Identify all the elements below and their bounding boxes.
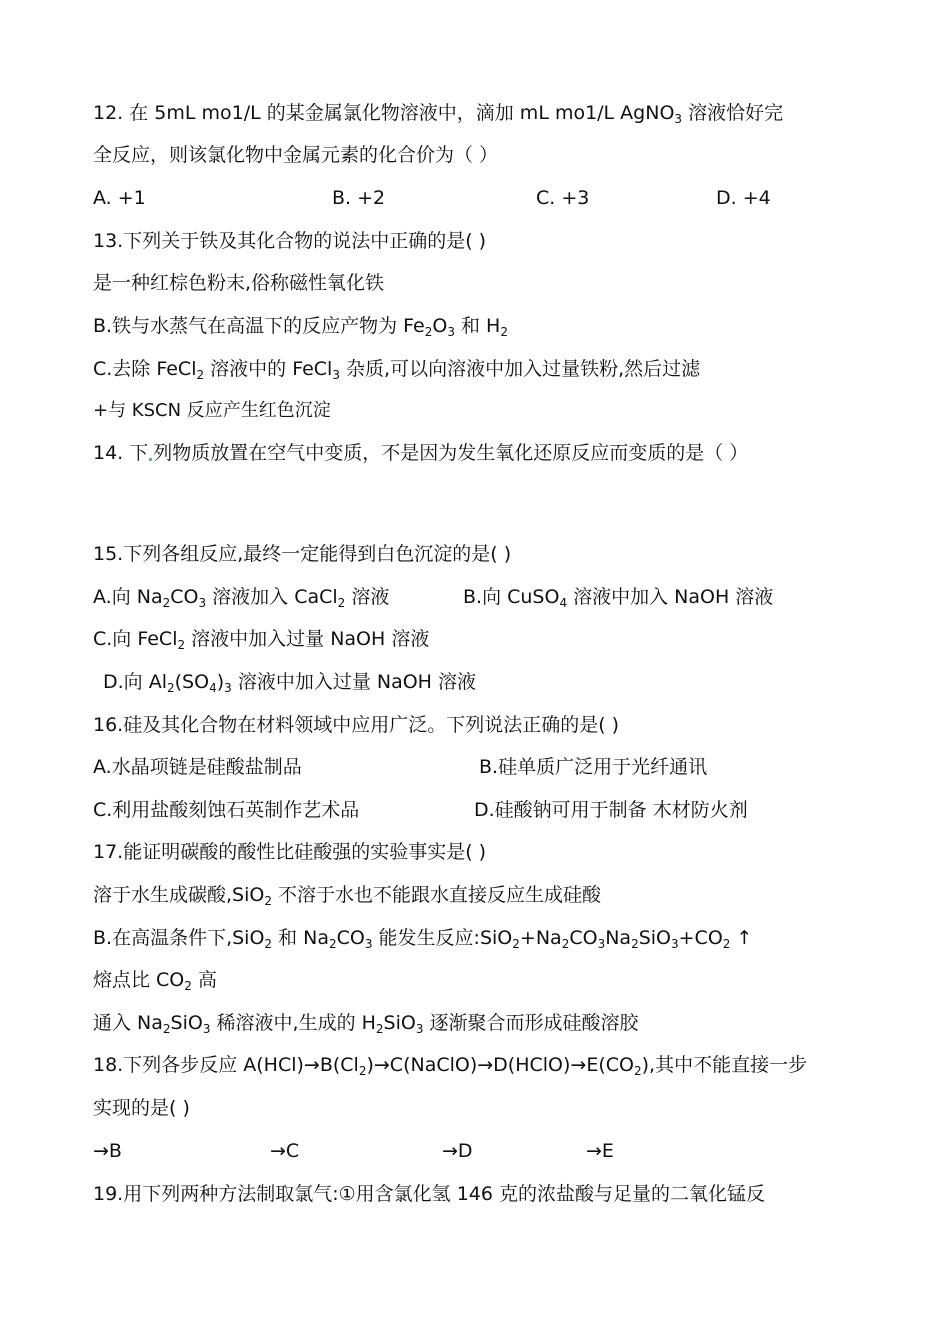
q12-text-a: 12. 在 5mL mo1/L 的某金属氯化物溶液中，滴加 mL mo1/L AgNO: [93, 102, 675, 124]
text-segment: 溶于水生成碳酸,SiO: [93, 884, 265, 906]
q17-option-b: [93, 925, 752, 951]
q15-stem: 15.下列各组反应,最终一定能得到白色沉淀的是( ): [93, 543, 512, 565]
subscript: 2: [512, 937, 520, 951]
text-segment: O: [432, 315, 448, 337]
text-segment: 溶液加入 CaCl: [206, 586, 338, 608]
text-segment: 14. 下: [93, 442, 149, 464]
text-segment: 逐渐聚合而形成硅酸溶胶: [423, 1012, 639, 1034]
text-segment: ): [216, 671, 225, 693]
text-segment: 溶液中的 FeCl: [204, 358, 333, 380]
q16-option-d: D.硅酸钠可用于制备 木材防火剂: [474, 799, 748, 821]
text-segment: B.向 CuSO: [463, 586, 560, 608]
subscript: 3: [415, 1022, 424, 1036]
q15-option-a: [93, 584, 389, 610]
subscript: 2: [633, 1064, 642, 1078]
subscript: 2: [167, 681, 175, 695]
subscript: 2: [162, 1022, 171, 1036]
q12-line1: [93, 100, 783, 126]
q12-option-c: C. +3: [536, 187, 590, 209]
subscript: 2: [375, 1022, 384, 1036]
q15-option-b: [463, 584, 773, 610]
q12-option-a: A. +1: [93, 187, 146, 209]
text-segment: Na: [605, 927, 632, 949]
q13-option-b: [93, 313, 508, 339]
q14-stem: [93, 440, 748, 466]
q13-option-c: [93, 356, 700, 382]
q13-option-d: +与 KSCN 反应产生红色沉淀: [93, 400, 331, 421]
text-segment: 列物质放置在空气中变质，不是因为发生氧化还原反应而变质的是（ ）: [153, 442, 749, 464]
text-segment: 和 Na: [272, 927, 329, 949]
q15-option-c: [93, 626, 429, 652]
subscript: 2: [500, 325, 508, 339]
text-segment: 能发生反应:SiO: [372, 927, 513, 949]
q16-option-c: C.利用盐酸刻蚀石英制作艺术品: [93, 799, 360, 821]
text-segment: 溶液中加入过量 NaOH 溶液: [185, 628, 430, 650]
text-segment: B.铁与水蒸气在高温下的反应产物为 Fe: [93, 315, 425, 337]
text-segment: A.向 Na: [93, 586, 163, 608]
subscript: 2: [631, 937, 639, 951]
text-segment: B.在高温条件下,SiO: [93, 927, 265, 949]
text-segment: +CO: [678, 927, 723, 949]
q18-line1: [93, 1052, 807, 1078]
subscript: 3: [224, 681, 232, 695]
subscript: 2: [196, 368, 205, 382]
q17-option-a: [93, 882, 601, 908]
text-segment: SiO: [638, 927, 671, 949]
text-segment: SiO: [170, 1012, 203, 1034]
text-segment: C.向 FeCl: [93, 628, 178, 650]
text-segment: 杂质,可以向溶液中加入过量铁粉,然后过滤: [339, 358, 701, 380]
text-segment: D.向 Al: [103, 671, 167, 693]
green-dot-mark: [149, 458, 152, 461]
subscript: 4: [209, 681, 217, 695]
text-segment: SiO: [383, 1012, 416, 1034]
text-segment: 高: [191, 969, 217, 991]
subscript: 2: [177, 638, 186, 652]
text-segment: )→C(NaClO)→D(HClO)→E(CO: [366, 1054, 634, 1076]
q12-subscript: 3: [674, 112, 683, 126]
text-segment: C.去除 FeCl: [93, 358, 197, 380]
q16-stem: 16.硅及其化合物在材料领域中应用广泛。下列说法正确的是( ): [93, 714, 620, 736]
text-segment: 熔点比 CO: [93, 969, 185, 991]
subscript: 2: [329, 937, 337, 951]
text-segment: CO: [336, 927, 365, 949]
q18-option-3: →D: [442, 1140, 473, 1162]
subscript: 2: [424, 325, 433, 339]
subscript: 2: [162, 596, 171, 610]
text-segment: CO: [569, 927, 598, 949]
subscript: 2: [264, 894, 272, 908]
text-segment: 溶液中加入 NaOH 溶液: [567, 586, 774, 608]
text-segment: ),其中不能直接一步: [641, 1054, 808, 1076]
text-segment: CO: [170, 586, 199, 608]
text-segment: (SO: [174, 671, 210, 693]
q12-text-b: 溶液恰好完: [682, 102, 784, 124]
subscript: 2: [358, 1064, 367, 1078]
q18-option-4: →E: [586, 1140, 614, 1162]
q12-option-d: D. +4: [716, 187, 771, 209]
q18-option-1: →B: [93, 1140, 122, 1162]
text-segment: 通入 Na: [93, 1012, 163, 1034]
text-segment: 18.下列各步反应 A(HCl)→B(Cl: [93, 1054, 359, 1076]
subscript: 3: [671, 937, 679, 951]
subscript: 2: [264, 937, 273, 951]
text-segment: ↑: [730, 927, 753, 949]
text-segment: +Na: [519, 927, 562, 949]
q16-option-b: B.硅单质广泛用于光纤通讯: [479, 756, 708, 778]
subscript: 3: [364, 937, 373, 951]
q12-line2: 全反应，则该氯化物中金属元素的化合价为（ ）: [93, 144, 499, 166]
subscript: 3: [332, 368, 340, 382]
subscript: 4: [559, 596, 568, 610]
q17-option-c: [93, 967, 217, 993]
subscript: 2: [561, 937, 570, 951]
text-segment: 不溶于水也不能跟水直接反应生成硅酸: [271, 884, 602, 906]
q13-option-a: 是一种红棕色粉末,俗称磁性氧化铁: [93, 272, 385, 294]
q15-option-d: [103, 669, 476, 695]
q17-stem: 17.能证明碳酸的酸性比硅酸强的实验事实是( ): [93, 841, 487, 863]
q12-option-b: B. +2: [332, 187, 386, 209]
subscript: 3: [597, 937, 606, 951]
text-segment: 溶液中加入过量 NaOH 溶液: [231, 671, 476, 693]
q19-line1: 19.用下列两种方法制取氯气:①用含氯化氢 146 克的浓盐酸与足量的二氧化锰反: [93, 1183, 765, 1205]
text-segment: 稀溶液中,生成的 H: [210, 1012, 376, 1034]
subscript: 2: [337, 596, 346, 610]
subscript: 3: [202, 1022, 211, 1036]
subscript: 3: [447, 325, 455, 339]
q16-option-a: A.水晶项链是硅酸盐制品: [93, 756, 302, 778]
subscript: 3: [198, 596, 207, 610]
q17-option-d: [93, 1010, 639, 1036]
q18-line2: 实现的是( ): [93, 1097, 190, 1119]
q13-stem: 13.下列关于铁及其化合物的说法中正确的是( ): [93, 230, 487, 252]
text-segment: 溶液: [345, 586, 390, 608]
subscript: 2: [722, 937, 731, 951]
subscript: 2: [184, 979, 192, 993]
text-segment: 和 H: [454, 315, 501, 337]
q18-option-2: →C: [270, 1140, 300, 1162]
